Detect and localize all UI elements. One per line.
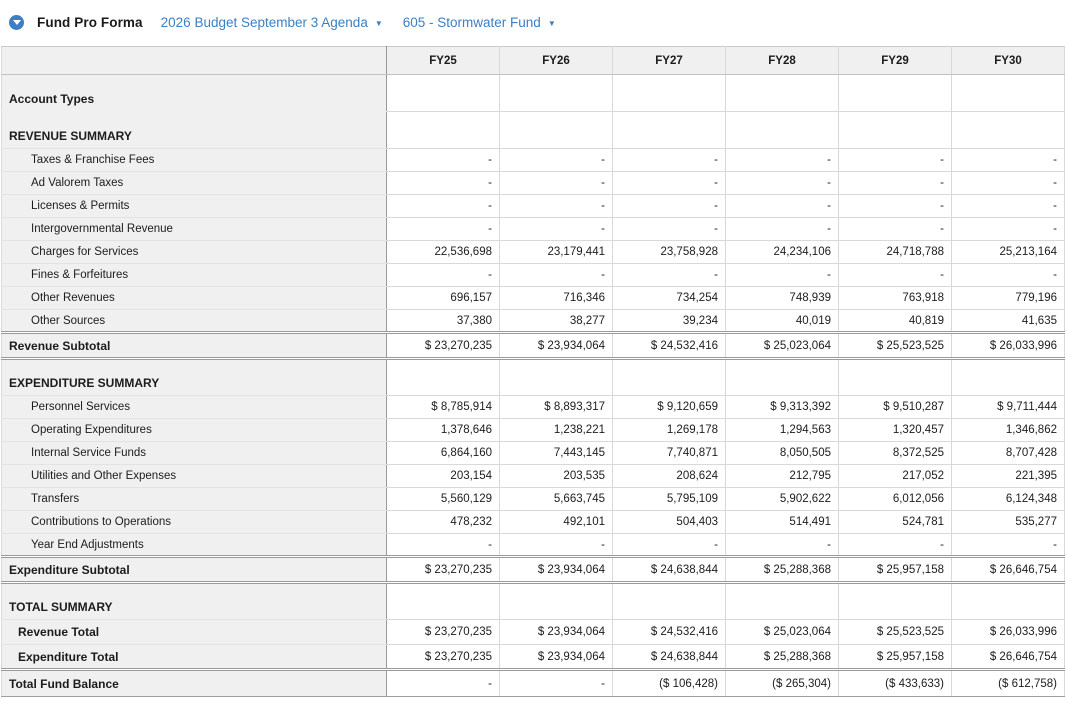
value-cell: 24,718,788 <box>839 241 952 264</box>
value-cell: 6,012,056 <box>839 488 952 511</box>
page-title: Fund Pro Forma <box>37 14 143 30</box>
value-cell: - <box>726 264 839 287</box>
value-cell: $ 23,270,235 <box>387 620 500 645</box>
value-cell: - <box>839 195 952 218</box>
value-cell: 748,939 <box>726 287 839 310</box>
value-cell: - <box>500 264 613 287</box>
value-cell: 217,052 <box>839 465 952 488</box>
value-cell <box>726 75 839 112</box>
value-cell: - <box>387 534 500 557</box>
value-cell: $ 23,934,064 <box>500 645 613 670</box>
value-cell <box>952 75 1065 112</box>
column-header: FY25 <box>387 47 500 75</box>
value-cell <box>726 583 839 620</box>
value-cell: 23,758,928 <box>613 241 726 264</box>
value-cell <box>613 75 726 112</box>
value-cell: - <box>500 670 613 697</box>
value-cell: $ 26,646,754 <box>952 645 1065 670</box>
value-cell: - <box>500 218 613 241</box>
value-cell: $ 26,033,996 <box>952 620 1065 645</box>
value-cell: 6,864,160 <box>387 442 500 465</box>
value-cell: 734,254 <box>613 287 726 310</box>
value-cell <box>500 359 613 396</box>
value-cell: - <box>726 218 839 241</box>
value-cell <box>613 583 726 620</box>
corner-cell <box>2 47 387 75</box>
value-cell: - <box>839 218 952 241</box>
value-cell: 39,234 <box>613 310 726 333</box>
value-cell: - <box>839 534 952 557</box>
value-cell: - <box>613 264 726 287</box>
value-cell: - <box>387 149 500 172</box>
value-cell: $ 24,532,416 <box>613 333 726 359</box>
value-cell: $ 8,893,317 <box>500 396 613 419</box>
value-cell: $ 25,288,368 <box>726 645 839 670</box>
value-cell: $ 25,023,064 <box>726 620 839 645</box>
column-header: FY29 <box>839 47 952 75</box>
value-cell: - <box>500 149 613 172</box>
value-cell: 7,740,871 <box>613 442 726 465</box>
value-cell: 696,157 <box>387 287 500 310</box>
value-cell <box>387 112 500 149</box>
value-cell: - <box>387 172 500 195</box>
table-row <box>2 359 1065 396</box>
value-cell: 535,277 <box>952 511 1065 534</box>
value-cell: - <box>839 264 952 287</box>
value-cell <box>500 112 613 149</box>
table-row <box>2 419 1065 442</box>
table-row <box>2 149 1065 172</box>
value-cell: $ 9,120,659 <box>613 396 726 419</box>
value-cell: - <box>387 264 500 287</box>
value-cell: 5,560,129 <box>387 488 500 511</box>
value-cell: 763,918 <box>839 287 952 310</box>
value-cell: $ 26,033,996 <box>952 333 1065 359</box>
fund-dropdown-value: 605 - Stormwater Fund <box>402 14 541 30</box>
value-cell: - <box>839 172 952 195</box>
value-cell: ($ 265,304) <box>726 670 839 697</box>
table-row <box>2 172 1065 195</box>
value-cell: - <box>387 670 500 697</box>
row-label-cell: EXPENDITURE SUMMARY <box>2 359 387 396</box>
value-cell: $ 8,785,914 <box>387 396 500 419</box>
value-cell: $ 25,288,368 <box>726 557 839 583</box>
value-cell: - <box>952 218 1065 241</box>
chevron-down-icon: ▼ <box>547 18 556 28</box>
value-cell: - <box>952 195 1065 218</box>
value-cell: 1,269,178 <box>613 419 726 442</box>
value-cell: - <box>613 218 726 241</box>
value-cell: ($ 612,758) <box>952 670 1065 697</box>
table-row <box>2 488 1065 511</box>
value-cell <box>387 583 500 620</box>
value-cell: 5,663,745 <box>500 488 613 511</box>
value-cell: 40,819 <box>839 310 952 333</box>
value-cell: 716,346 <box>500 287 613 310</box>
table-row <box>2 75 1065 112</box>
row-label-cell: Other Sources <box>2 310 387 333</box>
value-cell <box>726 112 839 149</box>
table-row <box>2 287 1065 310</box>
row-label-cell: Expenditure Subtotal <box>2 557 387 583</box>
value-cell: 1,378,646 <box>387 419 500 442</box>
table-row <box>2 583 1065 620</box>
value-cell: 212,795 <box>726 465 839 488</box>
value-cell: 203,535 <box>500 465 613 488</box>
budget-dropdown-value: 2026 Budget September 3 Agenda <box>160 14 368 30</box>
value-cell: 8,050,505 <box>726 442 839 465</box>
value-cell: $ 9,313,392 <box>726 396 839 419</box>
row-label-cell: Other Revenues <box>2 287 387 310</box>
value-cell: 1,320,457 <box>839 419 952 442</box>
value-cell: 25,213,164 <box>952 241 1065 264</box>
value-cell: $ 25,957,158 <box>839 557 952 583</box>
row-label-cell: Revenue Total <box>2 620 387 645</box>
table-row <box>2 112 1065 149</box>
value-cell: $ 24,638,844 <box>613 645 726 670</box>
value-cell: $ 9,711,444 <box>952 396 1065 419</box>
value-cell <box>613 359 726 396</box>
value-cell: 1,238,221 <box>500 419 613 442</box>
value-cell: 37,380 <box>387 310 500 333</box>
value-cell: $ 25,523,525 <box>839 620 952 645</box>
value-cell: 779,196 <box>952 287 1065 310</box>
toolbar <box>0 0 1066 42</box>
row-label-cell: Intergovernmental Revenue <box>2 218 387 241</box>
value-cell: 5,795,109 <box>613 488 726 511</box>
value-cell: 478,232 <box>387 511 500 534</box>
table-row <box>2 465 1065 488</box>
value-cell: - <box>613 534 726 557</box>
row-label-cell: Account Types <box>2 75 387 112</box>
value-cell <box>952 583 1065 620</box>
value-cell: 203,154 <box>387 465 500 488</box>
table-row <box>2 620 1065 645</box>
row-label-cell: Expenditure Total <box>2 645 387 670</box>
value-cell <box>952 112 1065 149</box>
value-cell <box>952 359 1065 396</box>
table-row <box>2 310 1065 333</box>
value-cell: $ 23,934,064 <box>500 333 613 359</box>
value-cell: - <box>500 172 613 195</box>
table-row <box>2 218 1065 241</box>
row-label-cell: Personnel Services <box>2 396 387 419</box>
value-cell: - <box>726 149 839 172</box>
row-label-cell: Revenue Subtotal <box>2 333 387 359</box>
value-cell: 1,294,563 <box>726 419 839 442</box>
value-cell: 41,635 <box>952 310 1065 333</box>
value-cell <box>839 359 952 396</box>
value-cell: - <box>726 195 839 218</box>
value-cell: 6,124,348 <box>952 488 1065 511</box>
value-cell: - <box>952 264 1065 287</box>
value-cell: $ 23,270,235 <box>387 645 500 670</box>
value-cell <box>387 75 500 112</box>
value-cell: - <box>613 149 726 172</box>
column-header: FY28 <box>726 47 839 75</box>
column-header: FY27 <box>613 47 726 75</box>
fund-dropdown[interactable] <box>403 15 556 30</box>
value-cell: 504,403 <box>613 511 726 534</box>
value-cell: - <box>952 149 1065 172</box>
table-row <box>2 645 1065 670</box>
row-label-cell: Fines & Forfeitures <box>2 264 387 287</box>
row-label-cell: Internal Service Funds <box>2 442 387 465</box>
value-cell: 22,536,698 <box>387 241 500 264</box>
row-label-cell: TOTAL SUMMARY <box>2 583 387 620</box>
collapse-toggle-icon[interactable] <box>9 15 24 30</box>
value-cell: $ 24,532,416 <box>613 620 726 645</box>
chevron-down-icon <box>13 20 21 25</box>
value-cell: 221,395 <box>952 465 1065 488</box>
row-label-cell: Transfers <box>2 488 387 511</box>
row-label-cell: Ad Valorem Taxes <box>2 172 387 195</box>
row-label-cell: Charges for Services <box>2 241 387 264</box>
value-cell: 7,443,145 <box>500 442 613 465</box>
row-label-cell: Licenses & Permits <box>2 195 387 218</box>
value-cell: $ 9,510,287 <box>839 396 952 419</box>
value-cell: 208,624 <box>613 465 726 488</box>
value-cell: $ 24,638,844 <box>613 557 726 583</box>
value-cell: 514,491 <box>726 511 839 534</box>
value-cell: $ 25,523,525 <box>839 333 952 359</box>
value-cell <box>500 583 613 620</box>
value-cell: $ 26,646,754 <box>952 557 1065 583</box>
value-cell: - <box>726 534 839 557</box>
budget-dropdown[interactable] <box>161 15 383 30</box>
value-cell: 524,781 <box>839 511 952 534</box>
value-cell: - <box>387 195 500 218</box>
row-label-cell: REVENUE SUMMARY <box>2 112 387 149</box>
value-cell <box>613 112 726 149</box>
value-cell: $ 23,270,235 <box>387 557 500 583</box>
value-cell: $ 23,934,064 <box>500 557 613 583</box>
table-row <box>2 264 1065 287</box>
value-cell: 492,101 <box>500 511 613 534</box>
value-cell: 24,234,106 <box>726 241 839 264</box>
row-label-cell: Utilities and Other Expenses <box>2 465 387 488</box>
table-row <box>2 511 1065 534</box>
table-row <box>2 557 1065 583</box>
chevron-down-icon: ▼ <box>374 18 383 28</box>
value-cell: - <box>952 534 1065 557</box>
table-row <box>2 241 1065 264</box>
value-cell: $ 23,270,235 <box>387 333 500 359</box>
value-cell: - <box>839 149 952 172</box>
value-cell: 40,019 <box>726 310 839 333</box>
value-cell: 23,179,441 <box>500 241 613 264</box>
table-row <box>2 534 1065 557</box>
value-cell: - <box>952 172 1065 195</box>
value-cell: 38,277 <box>500 310 613 333</box>
value-cell <box>726 359 839 396</box>
value-cell: $ 23,934,064 <box>500 620 613 645</box>
value-cell: 8,707,428 <box>952 442 1065 465</box>
fund-pro-forma-table <box>1 46 1065 697</box>
value-cell: - <box>613 172 726 195</box>
table-row <box>2 195 1065 218</box>
row-label-cell: Year End Adjustments <box>2 534 387 557</box>
table-row <box>2 670 1065 697</box>
row-label-cell: Contributions to Operations <box>2 511 387 534</box>
row-label-cell: Total Fund Balance <box>2 670 387 697</box>
column-header: FY30 <box>952 47 1065 75</box>
value-cell: ($ 433,633) <box>839 670 952 697</box>
column-header-row <box>2 47 1065 75</box>
row-label-cell: Taxes & Franchise Fees <box>2 149 387 172</box>
value-cell <box>839 75 952 112</box>
value-cell: 1,346,862 <box>952 419 1065 442</box>
value-cell: ($ 106,428) <box>613 670 726 697</box>
value-cell <box>387 359 500 396</box>
value-cell: - <box>500 195 613 218</box>
value-cell <box>839 583 952 620</box>
column-header: FY26 <box>500 47 613 75</box>
table-row <box>2 396 1065 419</box>
value-cell: - <box>726 172 839 195</box>
table-body <box>2 75 1065 697</box>
value-cell: - <box>613 195 726 218</box>
row-label-cell: Operating Expenditures <box>2 419 387 442</box>
value-cell <box>500 75 613 112</box>
table-row <box>2 442 1065 465</box>
value-cell: $ 25,023,064 <box>726 333 839 359</box>
table-row <box>2 333 1065 359</box>
value-cell: - <box>387 218 500 241</box>
value-cell <box>839 112 952 149</box>
value-cell: 5,902,622 <box>726 488 839 511</box>
value-cell: - <box>500 534 613 557</box>
value-cell: 8,372,525 <box>839 442 952 465</box>
value-cell: $ 25,957,158 <box>839 645 952 670</box>
table-header <box>2 47 1065 75</box>
